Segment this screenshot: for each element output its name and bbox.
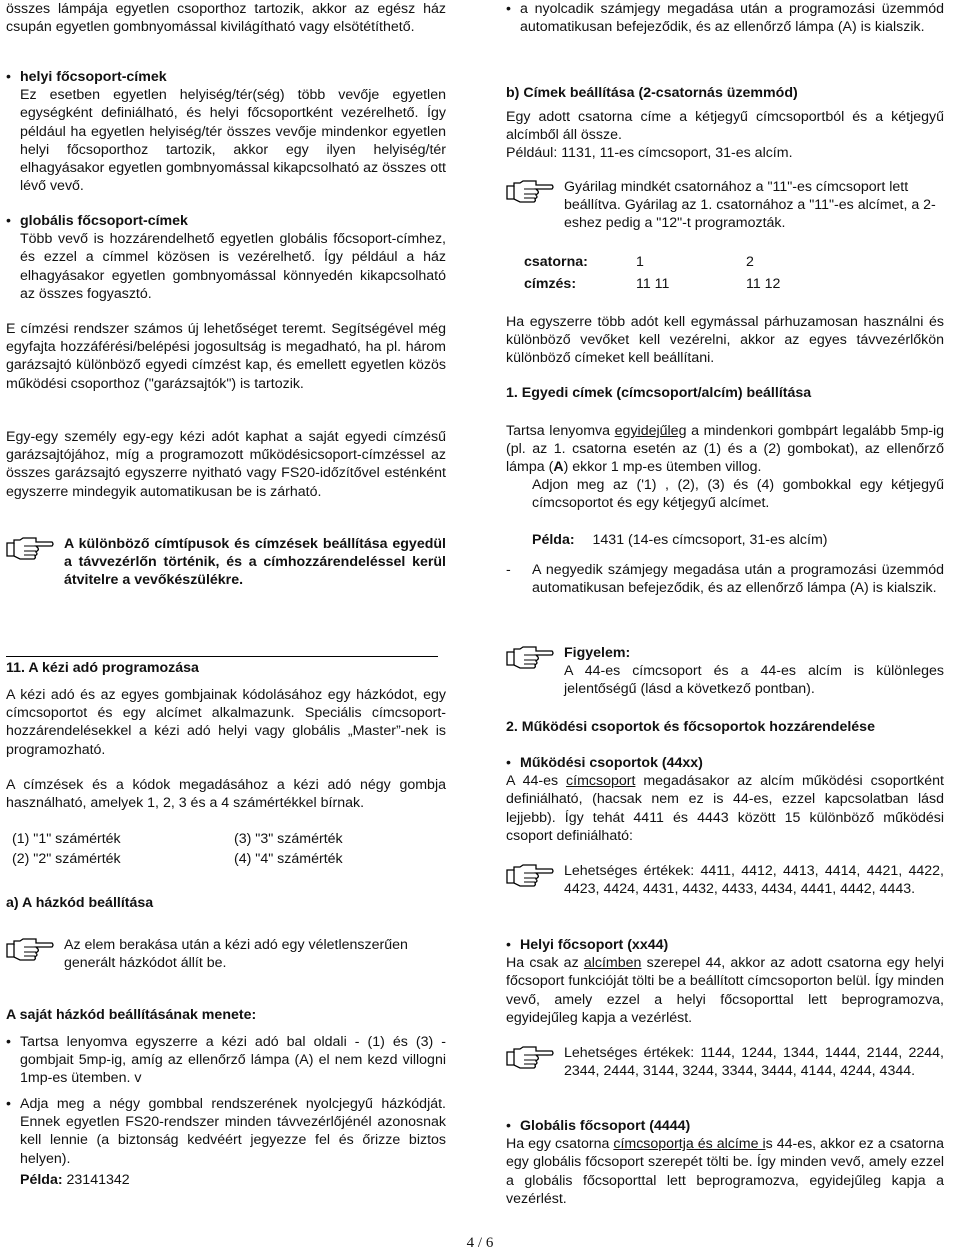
bullet: • bbox=[6, 69, 11, 85]
note-address-types-text: A különböző címtípusok és címzések beállítása egyedül a távvezérlőn történik, és a címhozzárendeléssel kerül átvitelre a vevőkészülékre. bbox=[64, 536, 446, 589]
section-1-step-2-text: A negyedik számjegy megadása után a programozási üzemmód automatikusan befejeződik, és az ellenőrző lámpa (A) is kialszik. bbox=[532, 562, 944, 597]
note-factory-default-text: Gyárilag mindkét csatornához a "11"-es címcsoport lett beállítva. Gyárilag az 1. csatornához a "11"-es alcímet, a 2-eshez pedig a "12"-t programozták. bbox=[564, 179, 936, 232]
value-2: (2) "2" számérték bbox=[12, 851, 121, 867]
warning-text: A 44-es címcsoport és a 44-es alcím is különleges jelentőségű (lásd a következő pontban). bbox=[564, 663, 944, 698]
operating-groups-title: Működési csoportok (44xx) bbox=[520, 755, 703, 771]
section-11-title: 11. A kézi adó programozása bbox=[6, 660, 199, 676]
final-digit-text: a nyolcadik számjegy megadása után a programozási üzemmód automatikusan befejeződik, és az ellenőrző lámpa (A) is kialszik. bbox=[520, 1, 944, 36]
operating-groups bbox=[506, 754, 944, 845]
pointing-hand-icon bbox=[6, 936, 54, 962]
note-housecode bbox=[6, 936, 446, 972]
note-address-types bbox=[6, 535, 446, 590]
pointing-hand-icon bbox=[506, 862, 554, 888]
bullet: • bbox=[506, 937, 511, 953]
global-master-group bbox=[506, 1117, 944, 1208]
value-1: (1) "1" számérték bbox=[12, 831, 121, 847]
global-group-item bbox=[6, 212, 446, 303]
section-11-paragraph-1: A kézi adó és az egyes gombjainak kódolásához egy házkódot, egy címcsoportot és egy alcímet alkalmazunk. Speciális címcsoport-hozzárendelésekkel a kézi adó helyi vagy globális „Master”-nek is programozható. bbox=[6, 687, 446, 758]
pointing-hand-icon bbox=[506, 178, 554, 204]
local-master-group bbox=[506, 936, 944, 1027]
example-address bbox=[532, 531, 944, 549]
garage-paragraph: Egy-egy személy egy-egy kézi adót kaphat a saját egyedi címzésű garázsajtójához, míg a programozott működésicsoport-címzéssel az összes garázsajtó egyszerre nyitható vagy FS20-időzítővel esténként egyszerre mindegyik automatikusan be is zárható. bbox=[6, 429, 446, 500]
bullet: • bbox=[6, 1034, 11, 1050]
example-label: Példa: bbox=[532, 532, 575, 548]
step-1-text: Tartsa lenyomva egyszerre a kézi adó bal oldali - (1) és (3) - gombjait 5mp-ig, amíg az ellenőrző lámpa (A) el nem kezd villogni 1mp-es ütemben. v bbox=[20, 1034, 446, 1087]
dash: - bbox=[506, 562, 511, 578]
note-warning bbox=[506, 644, 944, 699]
bullet: • bbox=[6, 213, 11, 229]
section-1-step-2 bbox=[506, 561, 944, 597]
note-operating-values bbox=[506, 862, 944, 898]
global-master-text: Ha egy csatorna címcsoportja és alcíme is 44-es, akkor ez a csatorna egy globális főcsoport szerepét tölti be. Így minden vevő, amely ezzel a globális főcsoporttal lett beprogramozva, egyidejűleg kapja a vezérlést. bbox=[506, 1136, 944, 1207]
value-4: (4) "4" számérték bbox=[234, 851, 343, 867]
button-values bbox=[12, 830, 446, 870]
global-group-title: globális főcsoport-címek bbox=[20, 213, 188, 229]
local-group-title: helyi főcsoport-címek bbox=[20, 69, 167, 85]
example-value: 23141342 bbox=[66, 1172, 130, 1188]
value-3: (3) "3" számérték bbox=[234, 831, 343, 847]
subsection-a-title: a) A házkód beállítása bbox=[6, 895, 154, 911]
multiple-transmitters-paragraph: Ha egyszerre több adót kell egymással párhuzamosan használni és különböző vevőket kell vezérelni, akkor az egyes távvezérlőkön különböző címeket kell beállítani. bbox=[506, 314, 944, 367]
note-housecode-text: Az elem berakása után a kézi adó egy véletlenszerűen generált házkódot állít be. bbox=[64, 937, 408, 972]
address-2: 11 12 bbox=[746, 276, 781, 292]
global-group-text: Több vevő is hozzárendelhető egyetlen globális főcsoport-címhez, és ezzel a címmel közösen is vezérelhető. Így például a ház elhagyásakor egyetlen gombnyomással könnyedén kikapcsolható az összes fogyasztó. bbox=[20, 231, 446, 302]
address-label: címzés: bbox=[524, 276, 577, 292]
local-values-text: Lehetséges értékek: 1144, 1244, 1344, 1444, 2144, 2244, 2344, 2444, 3144, 3244, 3344, 3444, 4144, 4244, 4344. bbox=[564, 1045, 944, 1080]
channel-table bbox=[524, 253, 944, 295]
channel-1: 1 bbox=[636, 254, 644, 270]
local-master-title: Helyi főcsoport (xx44) bbox=[520, 937, 669, 953]
bullet: • bbox=[6, 1096, 11, 1112]
page-number: 4 / 6 bbox=[466, 1235, 494, 1251]
address-1: 11 11 bbox=[636, 276, 670, 292]
section-11-paragraph-2: A címzések és a kódok megadásához a kézi adó négy gombja használható, amelyek 1, 2, 3 és a 4 számértékkel bírnak. bbox=[6, 777, 446, 812]
step-1 bbox=[6, 1033, 446, 1088]
example-value: 1431 (14-es címcsoport, 31-es alcím) bbox=[592, 532, 828, 548]
section-1-title: 1. Egyedi címek (címcsoport/alcím) beállítása bbox=[506, 385, 812, 401]
final-digit-item bbox=[506, 0, 944, 36]
local-group-text: Ez esetben egyetlen helyiség/tér(ség) több vevője egyetlen egységként definiálható, és helyi főcsoportként vezérelhető. Így például ha egyetlen helyiség/tér összes vevője mindenkor egyetlen helyi főcsoporthoz tartozik, akkor egy ilyen helyiség/tér elhagyásakor egyetlen gombnyomással kikapcsolható az összes ott lévő vevő. bbox=[20, 87, 446, 195]
addressing-paragraph: E címzési rendszer számos új lehetőséget teremt. Segítségével még egyfajta hozzáférési/belépési jogosultság is megadható, ha pl. három garázsajtó különböző egyedi címzést kap, és emellett egyetlen közös működési csoporthoz ("garázsajtók") is tartozik. bbox=[6, 321, 446, 392]
local-group-item bbox=[6, 68, 446, 195]
local-master-text: Ha csak az alcímben szerepel 44, akkor az adott csatorna egy helyi főcsoport funkcióját tölti be a beállított címcsoporton belül. Így minden vevő, amely ezzel a helyi főcsoporttal lett beprogramozva, egyidejűleg kapja a vezérlést. bbox=[506, 955, 944, 1026]
pointing-hand-icon bbox=[506, 644, 554, 670]
section-b-paragraph-2: Például: 1131, 11-es címcsoport, 31-es alcím. bbox=[506, 145, 793, 161]
section-2-title: 2. Működési csoportok és főcsoportok hozzárendelése bbox=[506, 719, 875, 735]
bullet: • bbox=[506, 1, 511, 17]
channel-label: csatorna: bbox=[524, 254, 588, 270]
warning-title: Figyelem: bbox=[564, 645, 631, 661]
global-master-title: Globális főcsoport (4444) bbox=[520, 1118, 691, 1134]
section-divider bbox=[6, 656, 438, 657]
pointing-hand-icon bbox=[6, 535, 54, 561]
section-1-step: Adjon meg az ('1) , (2), (3) és (4) gombokkal egy kétjegyű címcsoportot és egy kétjegyű alcímet. bbox=[532, 477, 944, 512]
own-housecode-title: A saját házkód beállításának menete: bbox=[6, 1007, 257, 1023]
channel-2: 2 bbox=[746, 254, 754, 270]
section-b-paragraph-1: Egy adott csatorna címe a kétjegyű címcsoportból és a kétjegyű alcímből áll össze. bbox=[506, 109, 944, 144]
operating-groups-text: A 44-es címcsoport megadásakor az alcím működési csoportként definiálható, (hacsak nem ez is 44-es, ezzel kapcsolatban lásd lejjebb). Így tehát 4411 és 4443 között 15 különböző működési csoport definiálható: bbox=[506, 773, 944, 844]
operating-values-text: Lehetséges értékek: 4411, 4412, 4413, 4414, 4421, 4422, 4423, 4424, 4431, 4432, 4433, 4434, 4441, 4442, 4443. bbox=[564, 863, 944, 898]
note-local-values bbox=[506, 1044, 944, 1080]
step-2 bbox=[6, 1095, 446, 1168]
bullet: • bbox=[506, 755, 511, 771]
bullet: • bbox=[506, 1118, 511, 1134]
section-b-title: b) Címek beállítása (2-csatornás üzemmód) bbox=[506, 85, 798, 101]
note-factory-default bbox=[506, 178, 944, 233]
example-housecode bbox=[20, 1171, 446, 1189]
pointing-hand-icon bbox=[506, 1044, 554, 1070]
intro-paragraph: összes lámpája egyetlen csoporthoz tartozik, akkor az egész ház csupán egyetlen gombnyomással kivilágítható vagy elsötétíthető. bbox=[6, 1, 446, 36]
section-1-paragraph: Tartsa lenyomva egyidejűleg a mindenkori gombpárt legalább 5mp-ig (pl. az 1. csatorna esetén az (1) és a (2) gombokat), az ellenőrző lámpa (A) ekkor 1 mp-es ütemben villog. bbox=[506, 423, 944, 476]
example-label: Példa: bbox=[20, 1172, 63, 1188]
step-2-text: Adja meg a négy gombbal rendszerének nyolcjegyű házkódját. Ennek egyetlen FS20-rendszer minden távvezérlőjénél azonosnak kell lennie (a biztonság kedvéért jegyezze fel és őrizze biztos helyen). bbox=[20, 1096, 446, 1167]
